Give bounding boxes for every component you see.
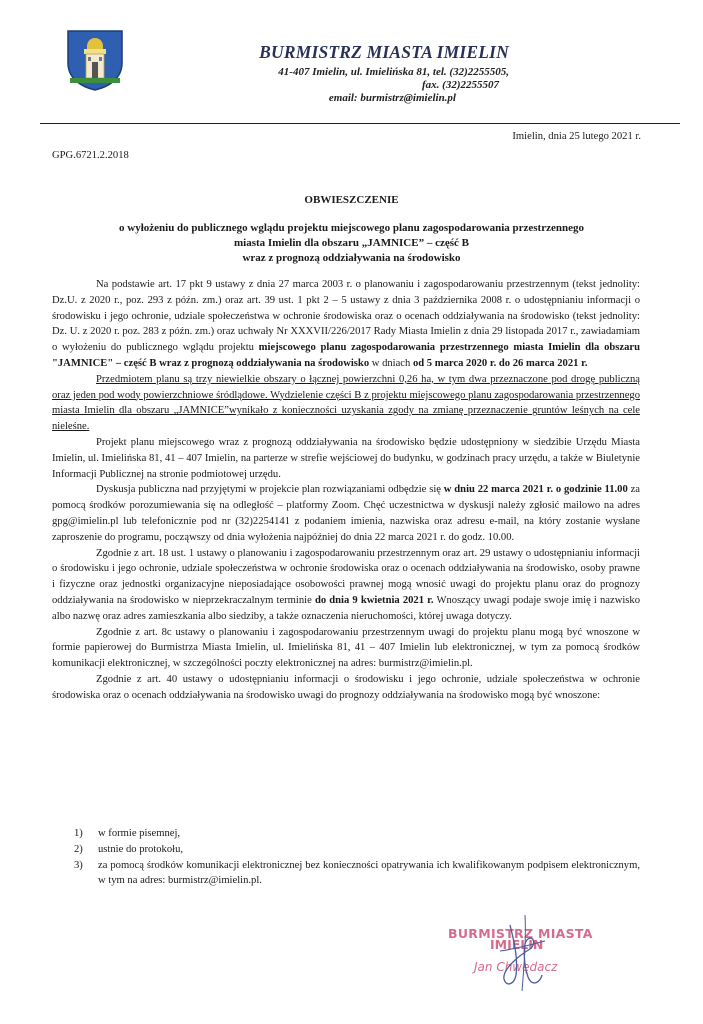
paragraph-availability: Projekt planu miejscowego wraz z prognozą oddziaływania na środowisko będzie udostępniony w siedzibie Urzędu Miasta Imielin, ul. Imielińska 81, 41 – 407 Imielin, na parterze w strefie wejściowej do budynku, w godzinach pracy urzędu, a także w Biuletynie Informacji Publicznej na stronie podmiotowej urzędu. [52, 436, 640, 480]
notice-body [52, 277, 640, 704]
paragraph-subject: Przedmiotem planu są trzy niewielkie obszary o łącznej powierzchni 0,26 ha, w tym dwa przeznaczone pod drogę publiczną oraz jeden pod wody powierzchniowe śródlądowe. Wydzielenie części B z projektu miejscowego planu zagospodarowania przestrzennego miasta Imielin dla obszaru „JAMNICE”wynikało z konieczności uzyskania zgody na zmianę przeznaczenie gruntów leśnych na cele nieleśne. [52, 373, 640, 433]
place-date: Imielin, dnia 25 lutego 2021 r. [512, 131, 641, 142]
stamp-title: BURMISTRZ MIASTA [448, 926, 593, 941]
list-number: 2) [74, 843, 83, 855]
p1-text-1: Na podstawie art. 17 pkt 9 ustawy z dnia 27 marca 2003 r. o planowaniu i zagospodarowaniu przestrzennym (tekst jednolity: Dz.U. z 2020 r., poz. 293 z późn. zm.) oraz art. 39 ust. 1 pkt 2 – 5 ustawy z dnia 3 października 2008 r. o udostępnianiu informacji o środowisku i jego ochronie, udziale społeczeństwa w ochronie środowiska oraz o ocenach oddziaływania na środowisko (tekst jednolity: Dz. U. z 2020 r. poz. 283 z późn. zm.) oraz uchwały Nr XXXVII/226/2017 Rady Miasta Imielin z dnia 29 listopada 2017 r., zawiadamiam o wyłożeniu do publicznego wglądu projektu [52, 279, 640, 354]
handwritten-signature-icon [470, 905, 580, 995]
list-number: 3) [74, 859, 83, 871]
list-text: ustnie do protokołu, [98, 843, 184, 855]
paragraph-legal-basis [52, 277, 640, 372]
stamp-signatory-name: Jan Chwędacz [474, 960, 558, 974]
notice-subtitle-3: wraz z prognozą oddziaływania na środowisko [242, 252, 461, 264]
p5-text-1: Zgodnie z art. 18 ust. 1 ustawy o planowaniu i zagospodarowaniu przestrzennym oraz art. 29 ustawy o udostępnianiu informacji o środowisku i jego ochronie, udziale społeczeństwa w ochronie środowiska oraz o ocenach oddziaływania na środowisko, osoby prawne i fizyczne oraz jednostki organizacyjne nieposiadające osobowości prawnej mogą wnosić uwagi do projektu planu oraz do prognozy oddziaływania na środowisko w nieprzekraczalnym terminie [52, 547, 640, 606]
list-item [52, 826, 640, 842]
paragraph-submission-form: Zgodnie z art. 8c ustawy o planowaniu i zagospodarowaniu przestrzennym uwagi do projektu planu mogą być wnoszone w formie papierowej do Burmistrza Miasta Imielin, ul. Imielińska 81, 41 – 407 Imielin lub elektronicznej, w tym za pomocą środków komunikacji elektronicznej, w szczególności poczty elektronicznej na adres: burmistrz@imielin.pl. [52, 626, 640, 670]
list-number: 1) [74, 828, 83, 839]
paragraph-remarks [52, 546, 640, 625]
notice-title: OBWIESZCZENIE [304, 194, 399, 206]
header-address: 41-407 Imielin, ul. Imielińska 81, tel. (32)2255505, [278, 66, 509, 78]
paragraph-forecast-remarks: Zgodnie z art. 40 ustawy o udostępnianiu informacji o środowisku i jego ochronie, udziale społeczeństwa w ochronie środowiska oraz o ocenach oddziaływania na środowisko uwagi do prognozy oddziaływania na środowisko mogą być wnoszone: [52, 673, 640, 701]
p5-text-2: Wnoszący uwagi podaje swoje imię i nazwisko albo nazwę oraz adres zamieszkania albo siedziby, a także oznaczenia nieruchomości, której uwaga dotyczy. [52, 594, 641, 622]
list-text: w formie pisemnej, [98, 828, 181, 839]
list-item [52, 842, 640, 858]
header-fax: fax. (32)2255507 [422, 79, 499, 91]
p4-text-1: Dyskusja publiczna nad przyjętymi w projekcie plan rozwiązaniami odbędzie się [96, 484, 444, 496]
paragraph-discussion [52, 482, 640, 545]
list-item [52, 858, 640, 890]
case-number: GPG.6721.2.2018 [52, 150, 129, 161]
p5-deadline: do dnia 9 kwietnia 2021 r. [314, 594, 434, 606]
list-text: za pomocą środków komunikacji elektronicznej bez konieczności opatrywania ich kwalifikowanym podpisem elektronicznym, w tym na adres: burmistrz@imielin.pl. [98, 859, 640, 887]
header-email: email: burmistrz@imielin.pl [328, 92, 456, 104]
notice-subtitle-2: miasta Imielin dla obszaru „JAMNICE” – część B [234, 237, 469, 249]
p4-text-2: za pomocą środków porozumiewania się na odległość – platformy Zoom. Chęć uczestnictwa w dyskusji należy zgłosić mailowo na adres gpg@imielin.pl lub telefonicznie pod nr (32)2254141 z podaniem imienia, nazwiska oraz adresu e-mail, na który zostanie wysłane zaproszenie do programu, począwszy od dnia wyłożenia najpóźniej do dnia 22 marca 2021 r. do godz. 10.00. [52, 484, 640, 543]
p1-text-2: w dniach [369, 357, 413, 369]
submission-methods-list [52, 826, 640, 889]
p1-plan-name: miejscowego planu zagospodarowania przestrzennego miasta Imielin dla obszaru "JAMNICE" – część B wraz z prognozą oddziaływania na środowisko [52, 342, 640, 369]
p1-dates: od 5 marca 2020 r. do 26 marca 2021 r. [412, 357, 588, 369]
notice-subtitle-1: o wyłożeniu do publicznego wglądu projektu miejscowego planu zagospodarowania przestrzennego [119, 222, 584, 234]
p4-date: w dniu 22 marca 2021 r. o godzinie 11.00 [443, 484, 628, 496]
stamp-city: IMIELIN [490, 937, 544, 952]
header-divider [40, 123, 680, 124]
header-title: BURMISTRZ MIASTA IMIELIN [259, 42, 509, 62]
